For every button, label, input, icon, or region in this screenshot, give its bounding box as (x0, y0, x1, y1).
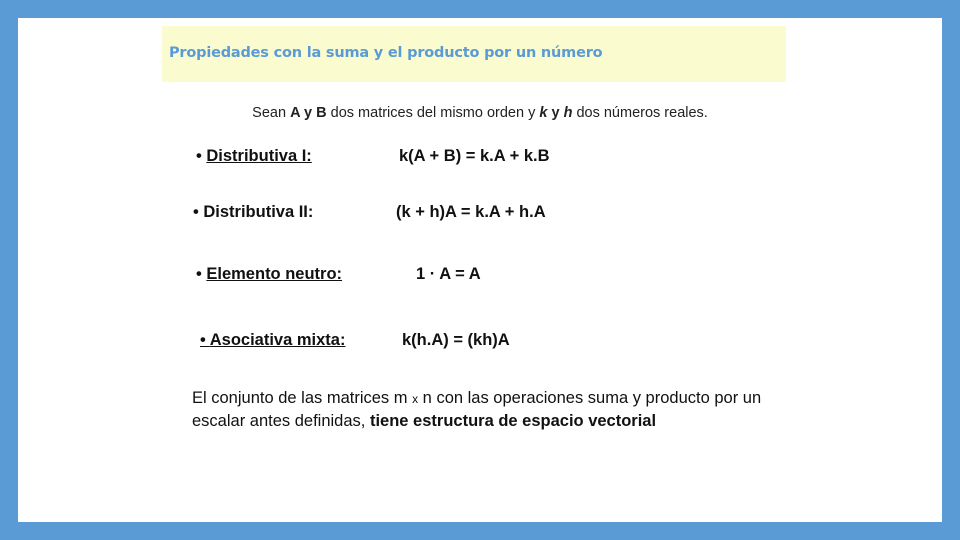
bullet: • (200, 331, 210, 349)
bullet: • (196, 265, 207, 283)
times-sign: x (412, 392, 419, 406)
intro-part: y (300, 105, 317, 121)
scalar-h: h (563, 105, 573, 121)
property-elemento-neutro (196, 265, 342, 284)
scalar-k: k (539, 105, 548, 121)
property-name: Distributiva I: (206, 147, 312, 165)
conclusion-bold: tiene estructura de espacio vectorial (369, 412, 657, 430)
property-distributiva-1 (196, 147, 312, 166)
property-asociativa-mixta (200, 331, 345, 350)
slide (18, 18, 942, 522)
conclusion-part: El conjunto de las matrices m (192, 389, 413, 407)
intro-text (18, 105, 942, 121)
property-formula: k(h.A) = (kh)A (402, 331, 510, 349)
conclusion-part: n con las operaciones suma y producto por un escalar antes definidas, (192, 389, 762, 430)
property-name: Asociativa mixta: (209, 331, 346, 349)
matrix-b: B (316, 105, 327, 121)
intro-part: dos números reales. (572, 105, 708, 121)
intro-part: dos matrices del mismo orden y (326, 105, 540, 121)
matrix-a: A (290, 105, 300, 121)
bullet: • (193, 203, 204, 221)
bullet: • (196, 147, 207, 165)
property-name: Distributiva II: (203, 203, 314, 221)
property-formula: 1 · A = A (416, 265, 481, 283)
title-box (162, 26, 786, 82)
property-formula: (k + h)A = k.A + h.A (396, 203, 546, 221)
slide-title: Propiedades con la suma y el producto por un número (169, 45, 603, 61)
conclusion-text (192, 387, 812, 432)
property-formula: k(A + B) = k.A + k.B (399, 147, 550, 165)
intro-part: y (547, 105, 564, 121)
intro-part: Sean (252, 105, 291, 121)
property-distributiva-2 (193, 203, 313, 222)
property-name: Elemento neutro: (206, 265, 343, 283)
